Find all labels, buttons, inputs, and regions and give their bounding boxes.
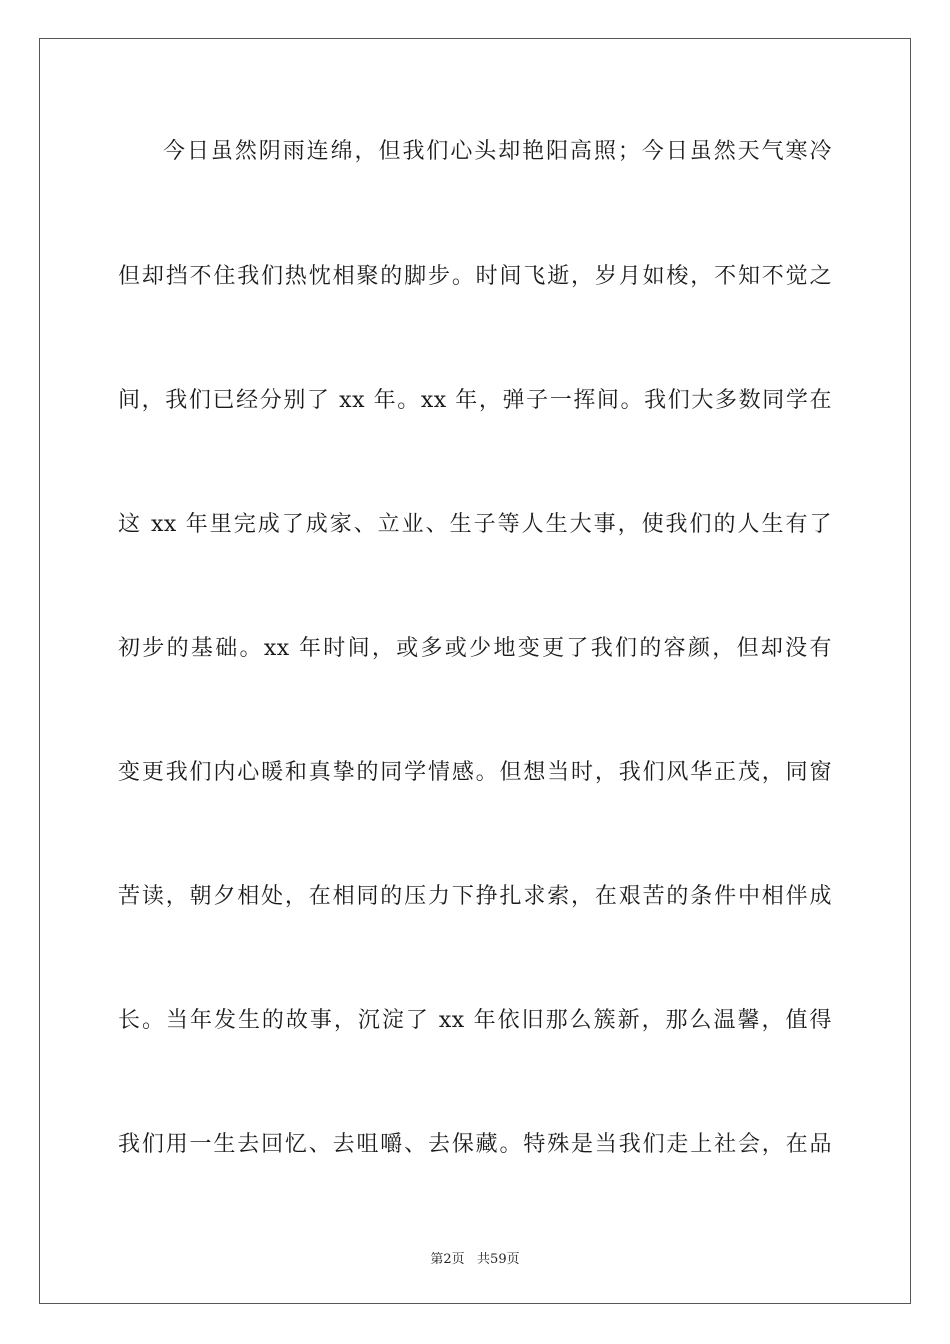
paragraph-line: 间，我们已经分别了 xx 年。xx 年，弹子一挥间。我们大多数同学在	[118, 388, 832, 413]
paragraph-line: 但却挡不住我们热忱相聚的脚步。时间飞逝，岁月如梭，不知不觉之	[118, 264, 832, 289]
paragraph-line: 变更我们内心暖和真挚的同学情感。但想当时，我们风华正茂，同窗	[118, 760, 832, 785]
page-number-footer: 第2页 共59页	[430, 1252, 520, 1267]
paragraph-line: 苦读，朝夕相处，在相同的压力下挣扎求索，在艰苦的条件中相伴成	[118, 884, 832, 909]
paragraph-line: 初步的基础。xx 年时间，或多或少地变更了我们的容颜，但却没有	[118, 636, 832, 661]
paragraph-line: 我们用一生去回忆、去咀嚼、去保藏。特殊是当我们走上社会，在品	[118, 1132, 832, 1157]
paragraph-line: 今日虽然阴雨连绵，但我们心头却艳阳高照；今日虽然天气寒冷	[163, 139, 832, 164]
paragraph-line: 长。当年发生的故事，沉淀了 xx 年依旧那么簇新，那么温馨，值得	[118, 1008, 832, 1033]
page-border	[39, 38, 911, 1304]
paragraph-line: 这 xx 年里完成了成家、立业、生子等人生大事，使我们的人生有了	[118, 512, 832, 537]
